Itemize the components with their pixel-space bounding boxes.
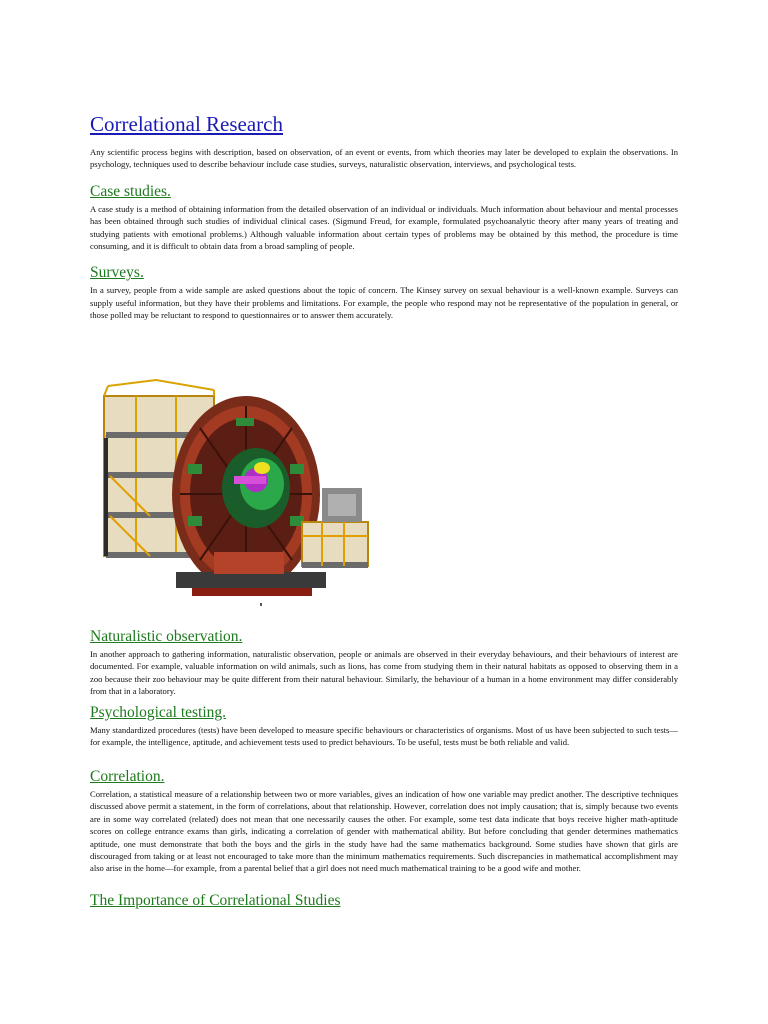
psych-testing-heading: Psychological testing. <box>90 704 227 721</box>
correlation-text: Correlation, a statistical measure of a relationship between two or more variables, gives an indication of how one variable may predict another. The descriptive techniques discussed above permit a statement, in the form of correlations, about that relationship. However, correlation does not imply causation; that is, simply because two events are in some way correlated (related) does not mean that one necessarily causes the other. For example, some test data indicate that boys receive higher math-aptitude scores on college entrance exams than girls, indicating a correlation of gender with mathematical ability. But before concluding that gender determines mathematics aptitude, one must demonstrate that both the boys and the girls in the study have had the same mathematics background. Some studies have shown that girls are discouraged from taking or at least not encouraged to take more than the minimum mathematics requirements. Such discrepancies in mathematical accomplishment may also arise in the home—for example, from a parental belief that a girl does not need much mathematical training to be a good wife and mother. <box>90 789 678 874</box>
detector-illustration <box>96 376 376 616</box>
psych-testing-text: Many standardized procedures (tests) have been developed to measure specific behaviours or characteristics of organisms. Most of us have been subjected to such tests—for example, the intelligence, aptitude, and achievement tests used to predict behaviours. To be useful, tests must be both reliable and valid. <box>90 725 678 748</box>
naturalistic-section <box>90 628 678 698</box>
naturalistic-heading: Naturalistic observation. <box>90 628 243 645</box>
page-title: Correlational Research <box>90 112 283 136</box>
intro-paragraph: Any scientific process begins with description, based on observation, of an event or events, from which theories may later be developed to explain the observations. In psychology, techniques used to describe behaviour include case studies, surveys, naturalistic observation, interviews, and psychological tests. <box>90 147 678 170</box>
importance-section <box>90 892 678 910</box>
stray-mark <box>260 603 262 606</box>
psych-testing-section <box>90 704 678 749</box>
surveys-heading: Surveys. <box>90 264 144 282</box>
case-studies-text: A case study is a method of obtaining information from the detailed observation of an individual or individuals. Much information about behaviour and mental processes has been obtained through such studies of individual clinical cases. (Sigmund Freud, for example, formulated psychoanalytic theory after many years of treating and studying patients with emotional problems.) Although valuable information about certain types of problems may be obtained by this method, the procedure is time consuming, and it is difficult to obtain data from a broad sampling of people. <box>90 203 678 252</box>
naturalistic-text: In another approach to gathering information, naturalistic observation, people or animals are observed in their everyday behaviours, and their behaviours of interest are documented. For example, valuable information on wild animals, such as lions, has come from studying them in their natural habitats as opposed to observing them in a zoo because their zoo behaviour may be quite different from their natural behaviour. Similarly, the behaviour of a human in a home environment may differ considerably from that in a laboratory. <box>90 649 678 697</box>
case-studies-heading: Case studies. <box>90 182 171 200</box>
correlation-heading: Correlation. <box>90 768 165 785</box>
document-header <box>90 112 678 322</box>
importance-heading: The Importance of Correlational Studies <box>90 892 341 909</box>
correlation-section <box>90 768 678 875</box>
surveys-text: In a survey, people from a wide sample are asked questions about the topic of concern. The Kinsey survey on sexual behaviour is a well-known example. Surveys can supply useful information, but they have their problems and limitations. For example, the people who respond may not be representative of the population in general, or those polled may be reluctant to respond to questionnaires or to answer them accurately. <box>90 285 678 321</box>
